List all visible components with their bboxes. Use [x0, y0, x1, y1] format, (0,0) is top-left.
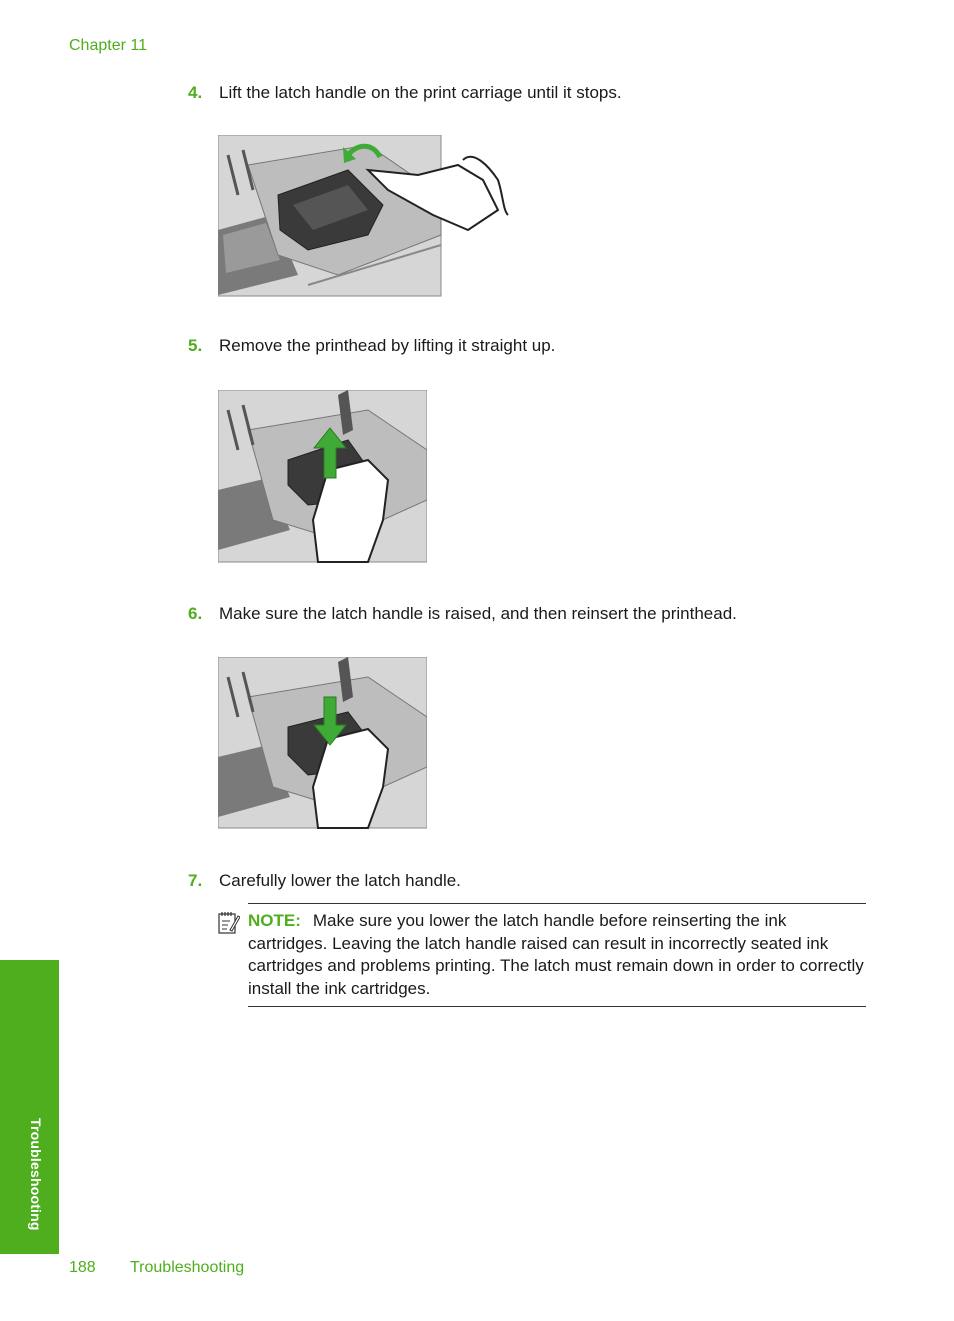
step-text: Carefully lower the latch handle.: [219, 871, 461, 890]
side-tab-label: Troubleshooting: [28, 1118, 44, 1231]
step-number: 4.: [188, 83, 203, 102]
footer-section: Troubleshooting: [130, 1259, 245, 1276]
note-box: [248, 903, 866, 1007]
note-text: Make sure you lower the latch handle before reinserting the ink cartridges. Leaving the latch handle raised can result in incorrectly seated ink cartridges and problems printing. The latch must remain down in order to correctly install the ink cartridges.: [248, 911, 864, 998]
reinsert-printhead-illustration: [218, 657, 427, 829]
lift-latch-illustration: [218, 135, 510, 297]
step-text: Remove the printhead by lifting it straight up.: [219, 336, 556, 355]
note-label: NOTE:: [248, 911, 301, 930]
remove-printhead-illustration: [218, 390, 427, 563]
step-number: 5.: [188, 336, 203, 355]
note-body: [248, 910, 866, 1000]
note-icon: [218, 910, 240, 934]
page-number: 188: [69, 1259, 96, 1276]
step-number: 6.: [188, 604, 203, 623]
step-text: Make sure the latch handle is raised, and then reinsert the printhead.: [219, 604, 737, 623]
step-text: Lift the latch handle on the print carriage until it stops.: [219, 83, 622, 102]
step-number: 7.: [188, 871, 203, 890]
chapter-header: Chapter 11: [69, 37, 147, 54]
